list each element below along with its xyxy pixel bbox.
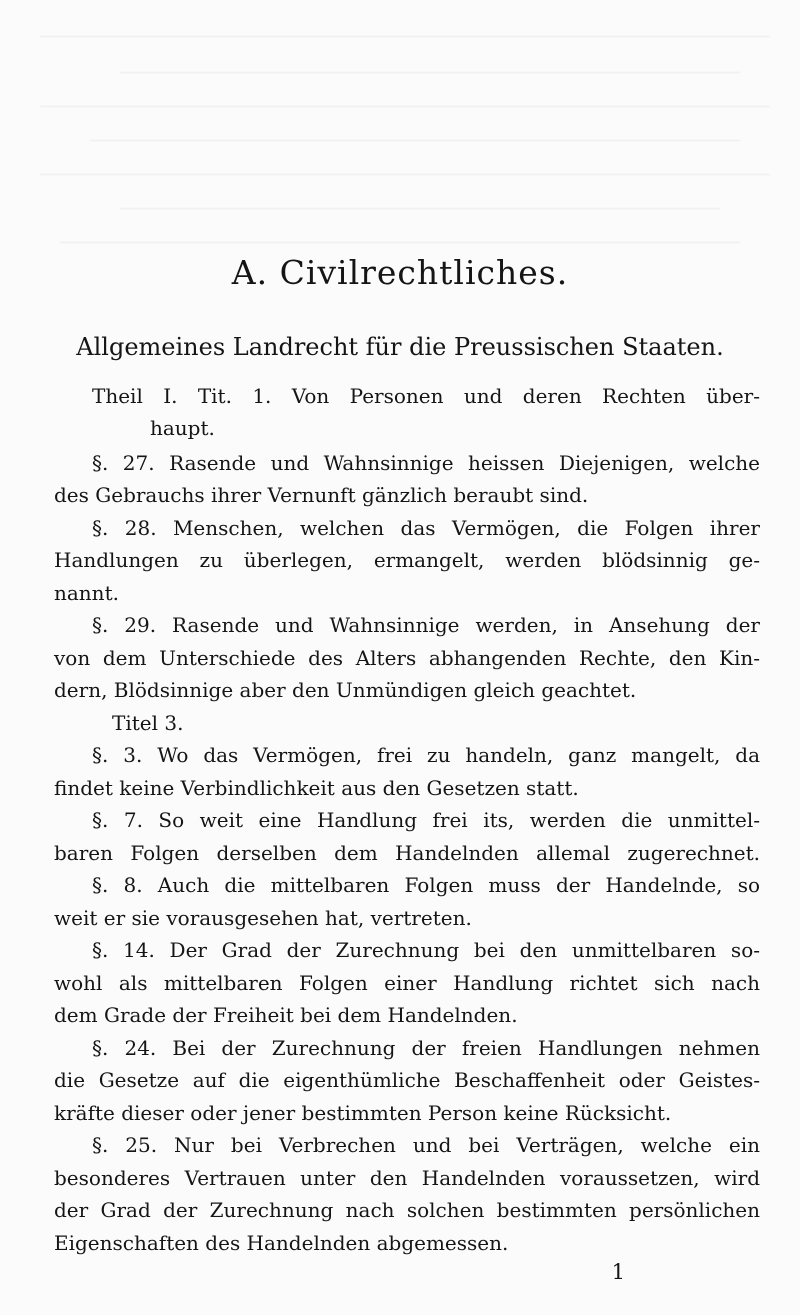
text-line: dem Grade der Freiheit bei dem Handelnden.: [54, 1003, 518, 1027]
page-number: 1: [611, 1260, 625, 1284]
text-line: §. 14. Der Grad der Zurechnung bei den unmittelbaren so-: [92, 938, 760, 962]
text-line: Handlungen zu überlegen, ermangelt, werden blödsinnig ge-: [54, 548, 760, 572]
text-line: des Gebrauchs ihrer Vernunft gänzlich beraubt sind.: [54, 483, 589, 507]
text-line: §. 7. So weit eine Handlung frei its, werden die unmittel-: [92, 808, 760, 832]
text-line: §. 27. Rasende und Wahnsinnige heissen Diejenigen, welche: [92, 451, 760, 475]
text-line: §. 24. Bei der Zurechnung der freien Handlungen nehmen: [92, 1036, 760, 1060]
text-line: Theil I. Tit. 1. Von Personen und deren Rechten über-: [92, 384, 760, 408]
text-line: die Gesetze auf die eigenthümliche Beschaffenheit oder Geistes-: [54, 1068, 760, 1092]
text-line: haupt.: [150, 416, 215, 440]
text-line: nannt.: [54, 581, 119, 605]
text-line: §. 25. Nur bei Verbrechen und bei Verträgen, welche ein: [92, 1133, 760, 1157]
text-line: findet keine Verbindlichkeit aus den Gesetzen statt.: [54, 776, 579, 800]
text-line: kräfte dieser oder jener bestimmten Person keine Rücksicht.: [54, 1101, 672, 1125]
text-line: Titel 3.: [112, 711, 184, 735]
text-line: weit er sie vorausgesehen hat, vertreten.: [54, 906, 472, 930]
text-line: §. 3. Wo das Vermögen, frei zu handeln, ganz mangelt, da: [92, 743, 760, 767]
text-line: §. 8. Auch die mittelbaren Folgen muss der Handelnde, so: [92, 873, 760, 897]
law-title: Allgemeines Landrecht für die Preussischen Staaten.: [76, 333, 724, 361]
section-title: A. Civilrechtliches.: [231, 253, 569, 292]
text-line: §. 28. Menschen, welchen das Vermögen, die Folgen ihrer: [92, 516, 760, 540]
text-line: Eigenschaften des Handelnden abgemessen.: [54, 1231, 509, 1255]
text-line: von dem Unterschiede des Alters abhangenden Rechte, den Kin-: [54, 646, 760, 670]
show-through-text: [0, 0, 800, 260]
text-line: dern, Blödsinnige aber den Unmündigen gleich geachtet.: [54, 678, 637, 702]
text-line: wohl als mittelbaren Folgen einer Handlung richtet sich nach: [54, 971, 760, 995]
text-line: §. 29. Rasende und Wahnsinnige werden, in Ansehung der: [92, 613, 760, 637]
text-line: der Grad der Zurechnung nach solchen bestimmten persönlichen: [54, 1198, 760, 1222]
text-line: besonderes Vertrauen unter den Handelnden voraussetzen, wird: [54, 1166, 760, 1190]
text-line: baren Folgen derselben dem Handelnden allemal zugerechnet.: [54, 841, 760, 865]
